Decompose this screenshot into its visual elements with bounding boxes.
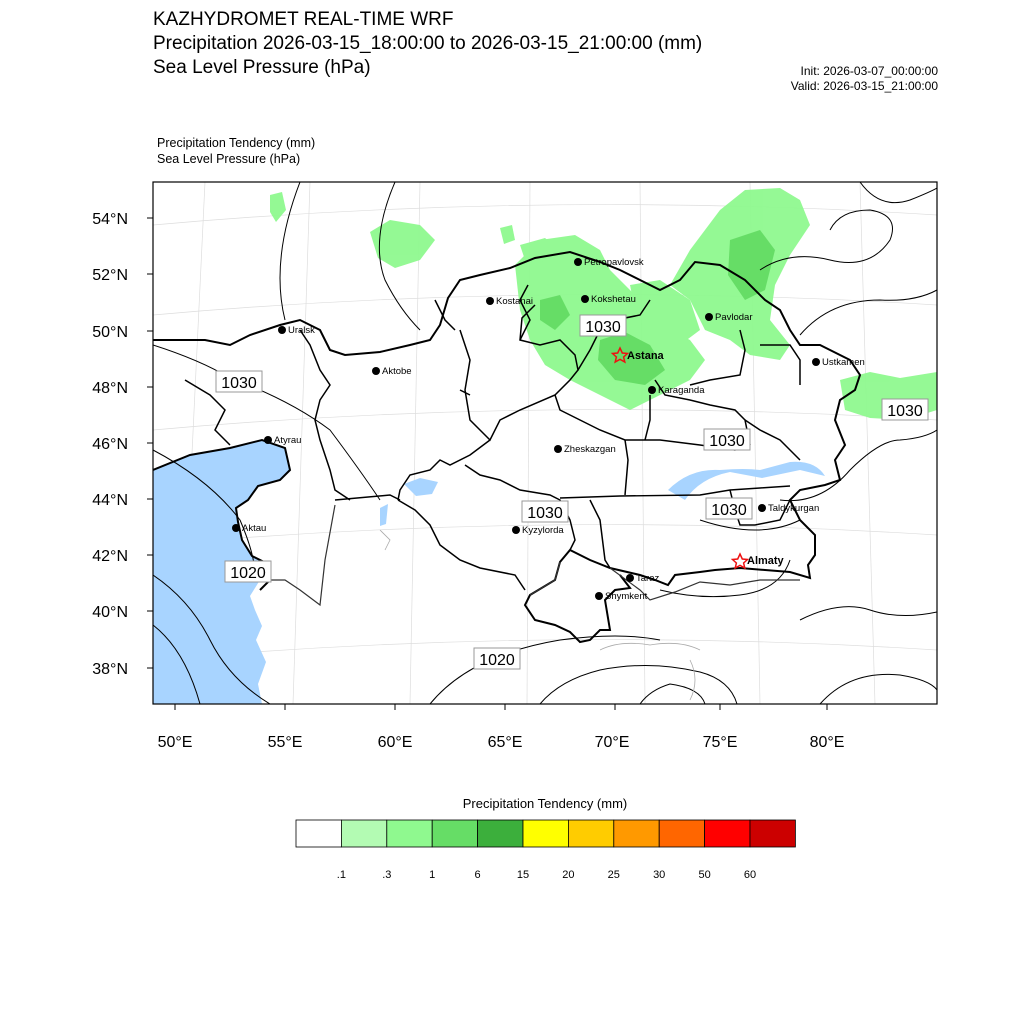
svg-text:Kyzylorda: Kyzylorda (522, 525, 564, 536)
city-ustkamen (812, 357, 865, 368)
colorbar-label: 20 (562, 869, 575, 881)
colorbar-label: 60 (743, 869, 757, 881)
city-petropavlovsk (574, 257, 644, 268)
isobar-label (706, 498, 752, 519)
colorbar-swatch (705, 820, 750, 847)
map-title: KAZHYDROMET REAL-TIME WRF (153, 9, 454, 30)
lat-label: 52°N (92, 267, 128, 284)
isobar-label (225, 561, 271, 582)
lon-label: 65°E (487, 734, 523, 751)
svg-text:Taraz: Taraz (636, 573, 660, 584)
lat-label: 54°N (92, 211, 128, 228)
lon-label: 70°E (594, 734, 630, 751)
city-taldykurgan (758, 503, 819, 514)
svg-text:Petropavlovsk: Petropavlovsk (584, 257, 644, 268)
svg-text:Aktobe: Aktobe (382, 366, 412, 377)
svg-text:Uralsk: Uralsk (288, 325, 315, 336)
svg-text:Shymkent: Shymkent (605, 591, 648, 602)
colorbar-swatch (568, 820, 613, 847)
map-subtitle: Precipitation 2026-03-15_18:00:00 to 2026-03-15_21:00:00 (mm) (153, 33, 703, 54)
svg-text:1030: 1030 (709, 433, 745, 450)
colorbar-label: 30 (653, 869, 666, 881)
colorbar-swatch (478, 820, 523, 847)
lon-label: 80°E (809, 734, 845, 751)
field-label-precip: Precipitation Tendency (mm) (157, 136, 316, 150)
svg-text:Almaty: Almaty (747, 555, 784, 567)
svg-text:1030: 1030 (585, 319, 621, 336)
lon-label: 50°E (157, 734, 193, 751)
city-taraz (626, 573, 659, 584)
isobar-label (704, 429, 750, 450)
lat-label: 44°N (92, 492, 128, 509)
city-shymkent (595, 591, 648, 602)
colorbar-label: 6 (474, 869, 481, 881)
valid-time: Valid: 2026-03-15_21:00:00 (790, 79, 938, 93)
field-label-slp: Sea Level Pressure (hPa) (157, 152, 301, 166)
lat-label: 48°N (92, 380, 128, 397)
lon-label: 60°E (377, 734, 413, 751)
colorbar-swatch (387, 820, 432, 847)
lon-label: 55°E (267, 734, 303, 751)
city-kyzylorda (512, 525, 564, 536)
city-aktobe (372, 366, 412, 377)
colorbar-label: .3 (382, 869, 392, 881)
longitude-labels (158, 734, 845, 751)
colorbar (296, 796, 795, 881)
latitude-labels (92, 211, 128, 678)
svg-text:1020: 1020 (230, 565, 266, 582)
lon-label: 75°E (702, 734, 738, 751)
colorbar-swatch (659, 820, 704, 847)
svg-text:1030: 1030 (711, 502, 747, 519)
colorbar-swatch (432, 820, 477, 847)
colorbar-label: 25 (607, 869, 620, 881)
colorbar-swatch (750, 820, 795, 847)
svg-text:Zheskazgan: Zheskazgan (564, 444, 616, 455)
svg-text:Pavlodar: Pavlodar (715, 312, 753, 323)
lat-label: 46°N (92, 436, 128, 453)
isobar-label (216, 371, 262, 392)
lat-label: 40°N (92, 604, 128, 621)
city-kostanai (486, 296, 533, 307)
city-zheskazgan (554, 444, 616, 455)
svg-text:Astana: Astana (627, 350, 664, 362)
colorbar-swatch (614, 820, 659, 847)
colorbar-label: 50 (698, 869, 711, 881)
colorbar-swatch (296, 820, 341, 847)
svg-text:Atyrau: Atyrau (274, 435, 302, 446)
lat-label: 42°N (92, 548, 128, 565)
isobar-label (580, 315, 626, 336)
map-subtitle-2: Sea Level Pressure (hPa) (153, 57, 371, 78)
lat-label: 38°N (92, 661, 128, 678)
isobar-label (474, 648, 520, 669)
svg-text:Ustkamen: Ustkamen (822, 357, 865, 368)
svg-text:1030: 1030 (887, 403, 923, 420)
colorbar-title: Precipitation Tendency (mm) (462, 796, 628, 811)
isobar-label (882, 399, 928, 420)
colorbar-label: 15 (516, 869, 530, 881)
city-uralsk (278, 325, 315, 336)
colorbar-swatch (523, 820, 568, 847)
svg-text:Kostanai: Kostanai (496, 296, 533, 307)
svg-text:1030: 1030 (221, 375, 257, 392)
svg-text:1030: 1030 (527, 505, 563, 522)
isobar-label (522, 501, 568, 522)
colorbar-label: .1 (336, 869, 346, 881)
lat-label: 50°N (92, 324, 128, 341)
svg-text:Kokshetau: Kokshetau (591, 294, 636, 305)
init-time: Init: 2026-03-07_00:00:00 (800, 64, 938, 78)
terrain-contours (380, 530, 700, 700)
svg-text:Aktau: Aktau (242, 523, 267, 534)
svg-text:Karaganda: Karaganda (658, 385, 705, 396)
colorbar-swatch (341, 820, 386, 847)
svg-text:1020: 1020 (479, 652, 515, 669)
city-almaty (733, 554, 785, 568)
svg-text:Taldykurgan: Taldykurgan (768, 503, 820, 514)
colorbar-label: 1 (429, 869, 436, 881)
